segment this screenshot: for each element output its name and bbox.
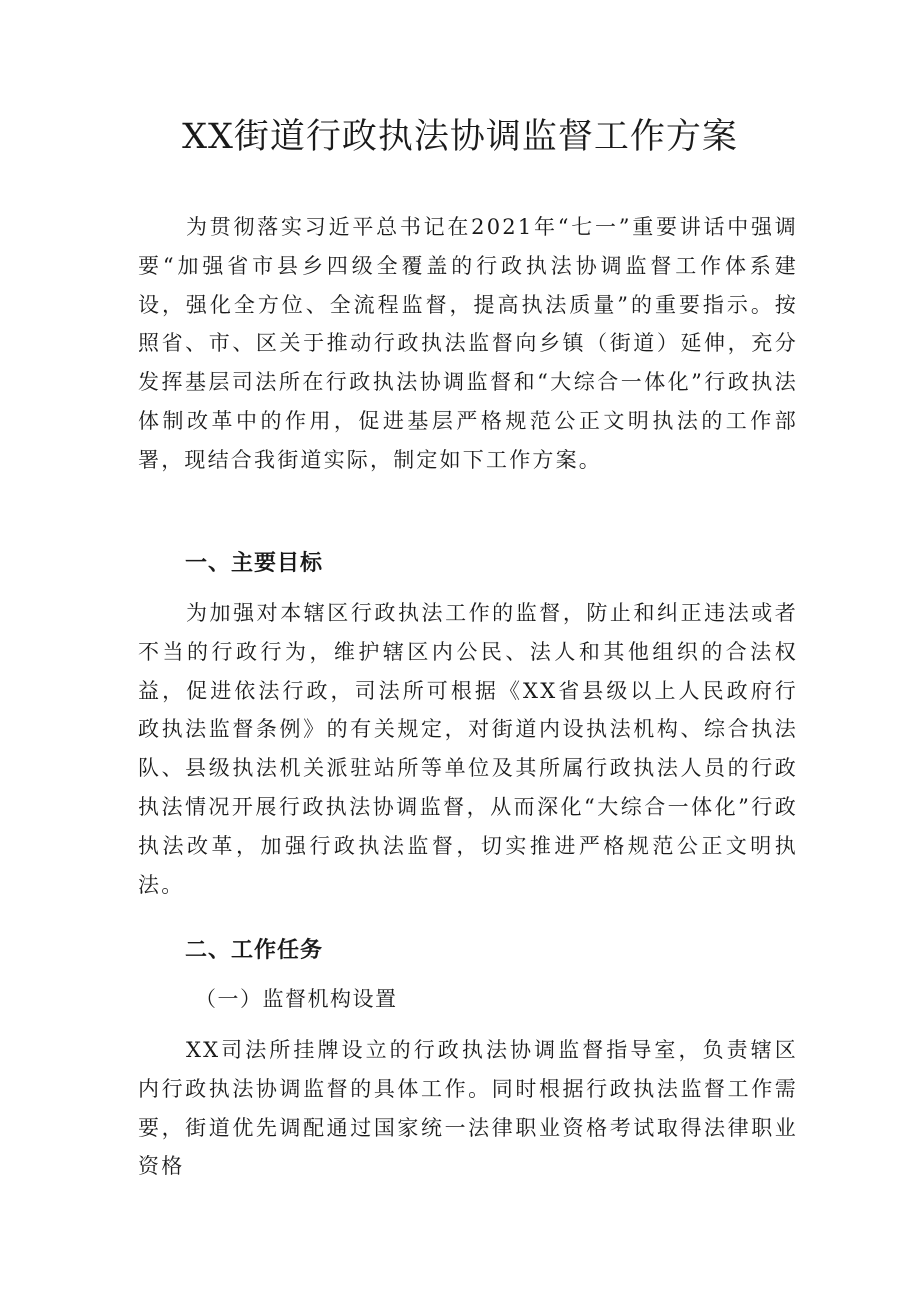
supervision-setup-paragraph: XX司法所挂牌设立的行政执法协调监督指导室，负责辖区内行政执法协调监督的具体工作。同时根据行政执法监督工作需要，街道优先调配通过国家统一法律职业资格考试取得法律职业资格 xyxy=(138,1038,798,1179)
section-heading-work-tasks: 二、工作任务 xyxy=(185,938,324,963)
section-heading-main-goals: 一、主要目标 xyxy=(185,551,324,576)
document-title: XX街道行政执法协调监督工作方案 xyxy=(182,117,738,157)
intro-paragraph: 为贯彻落实习近平总书记在2021年“七一”重要讲话中强调要“加强省市县乡四级全覆盖的行政执法协调监督工作体系建设，强化全方位、全流程监督，提高执法质量”的重要指示。按照省、市、区关于推动行政执法监督向乡镇（街道）延伸，充分发挥基层司法所在行政执法协调监督和“大综合一体化”行政执法体制改革中的作用，促进基层严格规范公正文明执法的工作部署，现结合我街道实际，制定如下工作方案。 xyxy=(138,215,798,472)
main-goals-paragraph: 为加强对本辖区行政执法工作的监督，防止和纠正违法或者不当的行政行为，维护辖区内公民、法人和其他组织的合法权益，促进依法行政，司法所可根据《XX省县级以上人民政府行政执法监督条例》的有关规定，对街道内设执法机构、综合执法队、县级执法机关派驻站所等单位及其所属行政执法人员的行政执法情况开展行政执法协调监督，从而深化“大综合一体化”行政执法改革，加强行政执法监督，切实推进严格规范公正文明执法。 xyxy=(138,601,798,897)
subsection-heading-supervision-setup: （一）监督机构设置 xyxy=(195,987,398,1011)
